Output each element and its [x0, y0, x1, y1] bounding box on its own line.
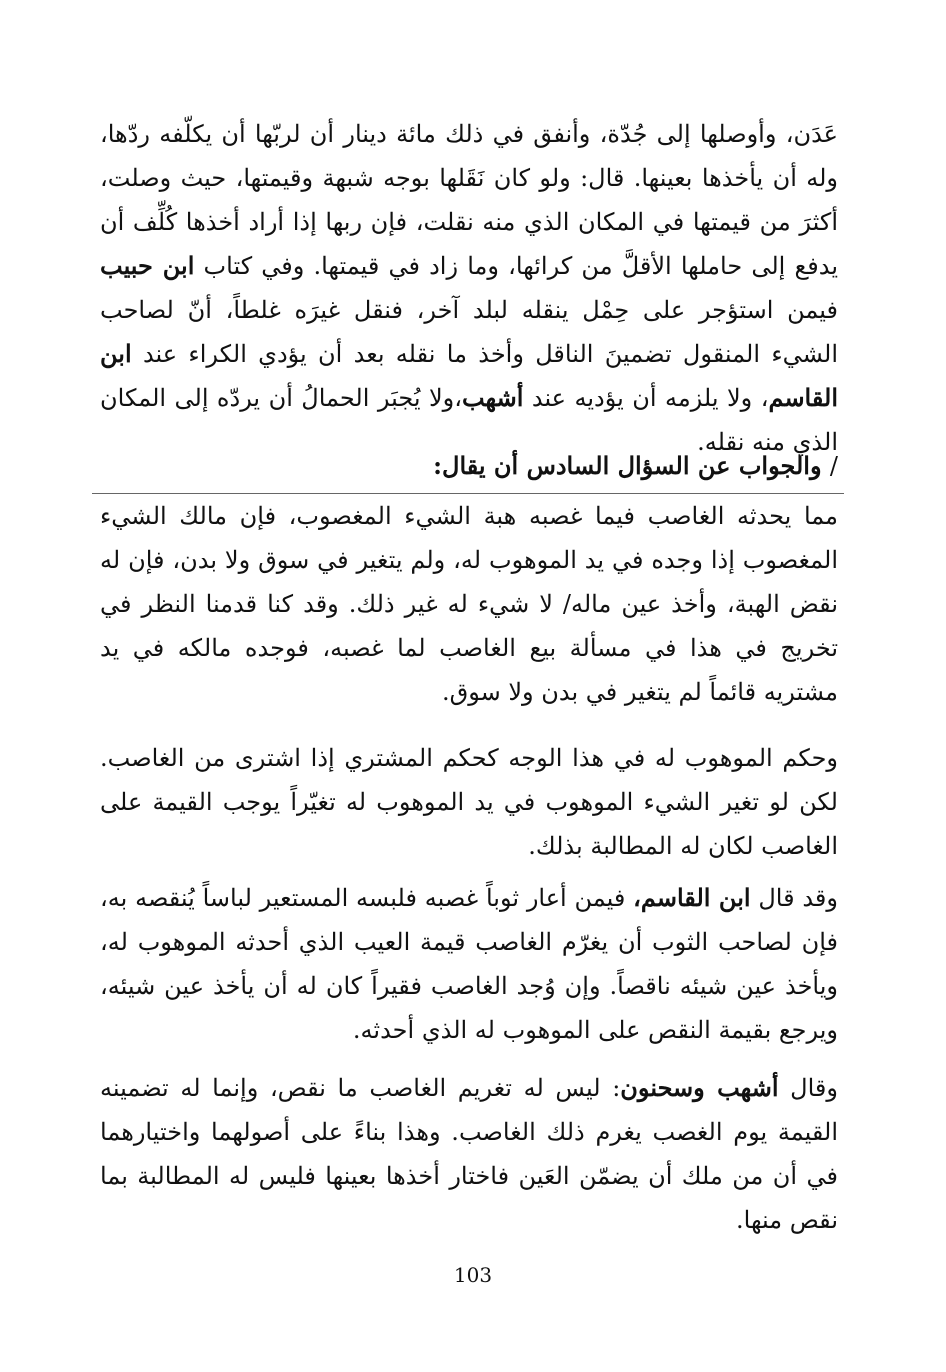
heading-slash: / — [829, 452, 838, 480]
author-name-ashhab: أشهب — [461, 383, 524, 412]
heading-text: والجواب عن السؤال السادس أن يقال: — [433, 451, 822, 480]
author-name-ibn-al-qasim: ابن القاسم — [100, 339, 838, 412]
paragraph-3-text: وحكم الموهوب له في هذا الوجه كحكم المشتري إذا اشترى من الغاصب. لكن لو تغير الشيء الموهوب في يد الموهوب له تغيّراً يوجب القيمة على الغاصب لكان له المطالبة بذلك. — [100, 744, 838, 860]
paragraph-2-text: مما يحدثه الغاصب فيما غصبه هبة الشيء المغصوب، فإن مالك الشيء المغصوب إذا وجده في يد الموهوب له، ولم يتغير في سوق ولا بدن، فإن له نقض الهبة، وأخذ عين ماله/ لا شيء له غير ذلك. وقد كنا قدمنا النظر في تخريج في هذا في مسألة بيع الغاصب لما غصبه، فوجده مالكه في يد مشتريه قائماً لم يتغير في بدن ولا سوق. — [100, 502, 838, 706]
author-name-ibn-habib: ابن حبيب — [100, 251, 195, 280]
paragraph-1-text-d: ،ولا يُجبَر الحمالُ أن يردّه إلى المكان الذي منه نقله. — [100, 384, 838, 456]
paragraph-1-text-a: عَدَن، وأوصلها إلى جُدّة، وأنفق في ذلك مائة دينار أن لربّها أن يكلّفه ردّها، وله أن يأخذها بعينها. قال: ولو كان نَقَلها بوجه شبهة وقيمتها، حيث وصلت، أكثرَ من قيمتها في المكان الذي منه نقلت، فإن ربها إذا أراد أخذها كُلِّف أن يدفع إلى حاملها الأقلَّ من كرائها، وما زاد في قيمتها. وفي كتاب — [100, 120, 838, 280]
author-name-ibn-al-qasim: ابن القاسم، — [633, 883, 751, 912]
paragraph-2 — [100, 494, 838, 714]
paragraph-1-text-b: فيمن استؤجر على حِمْل ينقله لبلد آخر، فنقل غيرَه غلطاً، أنّ لصاحب الشيء المنقول تضمينَ الناقل وأخذ ما نقله بعد أن يؤدي الكراء عند — [100, 296, 839, 368]
author-names-ashhab-sahnun: أشهب وسحنون — [620, 1073, 779, 1102]
page-number: 103 — [453, 1263, 493, 1287]
paragraph-4-text-b: فيمن أعار ثوباً غصبه فلبسه المستعير لباساً يُنقصه به، فإن لصاحب الثوب أن يغرّم الغاصب قيمة العيب الذي أحدثه الموهوب له، ويأخذ عين شيئه ناقصاً. وإن وُجد الغاصب فقيراً كان له أن يأخذ عين شيئه، ويرجع بقيمة النقص على الموهوب له الذي أحدثه. — [100, 884, 839, 1044]
paragraph-5-text-a: وقال — [790, 1074, 838, 1102]
section-heading — [100, 446, 838, 486]
paragraph-4-text-a: وقد قال — [758, 884, 838, 912]
paragraph-1 — [100, 112, 838, 464]
paragraph-4 — [100, 876, 838, 1052]
paragraph-5 — [100, 1066, 838, 1242]
paragraph-1-text-c: ، ولا يلزمه أن يؤديه عند — [531, 384, 769, 412]
paragraph-5-text-b: : ليس له تغريم الغاصب ما نقص، وإنما له تضمينه القيمة يوم الغصب يغرم ذلك الغاصب. وهذا بناءً على أصولهما واختيارهما في أن من ملك أن يضمّن العَين فاختار أخذها بعينها فليس له المطالبة بما نقص منها. — [100, 1074, 838, 1234]
paragraph-3 — [100, 736, 838, 868]
